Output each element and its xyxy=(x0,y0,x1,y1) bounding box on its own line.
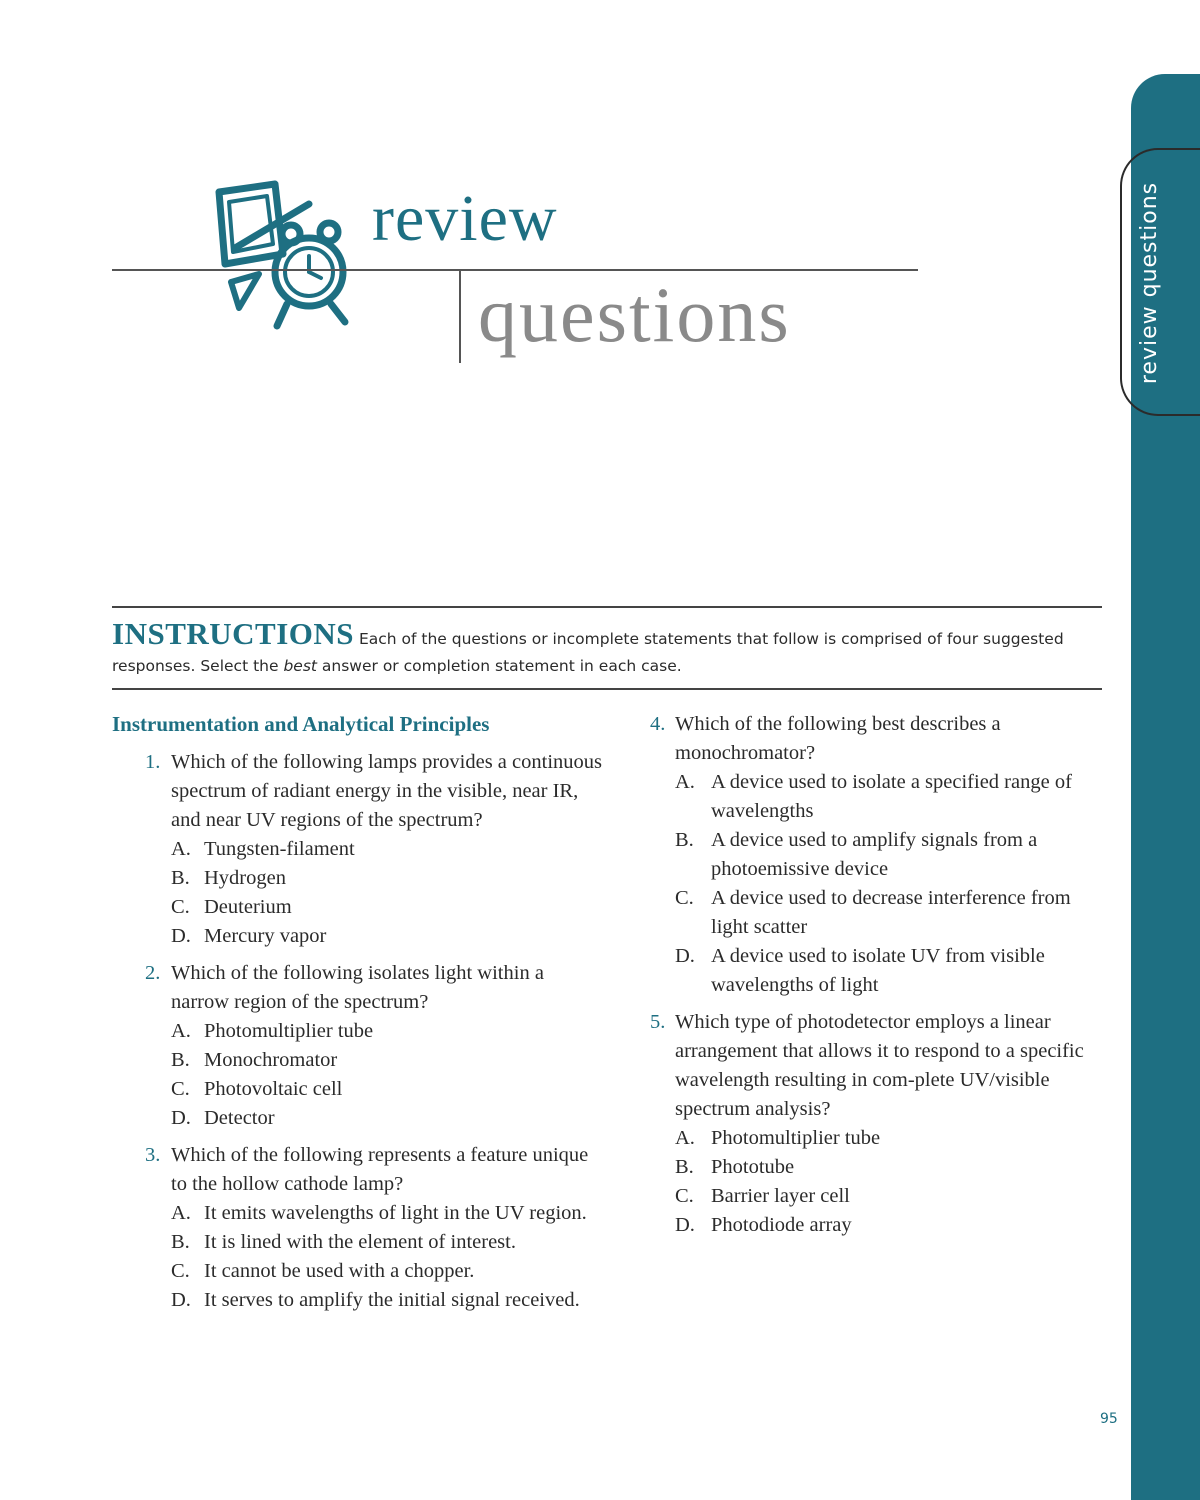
option-a xyxy=(171,1199,602,1228)
option-b xyxy=(675,1153,1105,1182)
option-letter: C. xyxy=(675,1185,694,1207)
option-text: Photodiode array xyxy=(711,1214,852,1236)
option-c xyxy=(675,1182,1105,1211)
option-letter: D. xyxy=(171,925,191,947)
option-text: Mercury vapor xyxy=(204,925,327,947)
question-3 xyxy=(112,1141,602,1315)
option-d xyxy=(171,1104,602,1133)
option-letter: C. xyxy=(171,896,190,918)
section-title: Instrumentation and Analytical Principles xyxy=(112,712,490,736)
instructions-block xyxy=(112,616,1102,680)
title-review: review xyxy=(372,182,558,255)
option-text: Detector xyxy=(204,1107,275,1129)
option-text: Phototube xyxy=(711,1156,795,1178)
side-tab-label: review questions xyxy=(1137,181,1162,385)
instructions-emphasis: best xyxy=(283,657,317,675)
option-b xyxy=(171,1228,602,1257)
option-c xyxy=(171,1257,602,1286)
option-text: Deuterium xyxy=(204,896,292,918)
right-column xyxy=(645,710,1105,1248)
instructions-heading: INSTRUCTIONS xyxy=(112,616,355,651)
option-letter: C. xyxy=(171,1260,190,1282)
option-b xyxy=(675,826,1105,884)
option-letter: C. xyxy=(675,887,694,909)
question-4 xyxy=(645,710,1105,1000)
option-letter: C. xyxy=(171,1078,190,1100)
question-number: 1. xyxy=(145,751,161,773)
option-letter: A. xyxy=(675,1127,695,1149)
option-a xyxy=(171,1017,602,1046)
option-text: Monochromator xyxy=(204,1049,338,1071)
question-text: Which of the following best describes a monochromator? xyxy=(675,713,1001,764)
option-text: Hydrogen xyxy=(204,867,286,889)
option-d xyxy=(171,1286,602,1315)
option-a xyxy=(171,835,602,864)
option-text: It emits wavelengths of light in the UV region. xyxy=(204,1202,587,1224)
option-letter: A. xyxy=(171,838,191,860)
instructions-text: Each of the questions or incomplete statements that follow is comprised of four suggested responses. Select the xyxy=(112,630,1064,675)
option-letter: D. xyxy=(675,945,695,967)
header-vertical-divider xyxy=(459,270,461,363)
left-column xyxy=(112,710,602,1323)
option-text: It is lined with the element of interest. xyxy=(204,1231,516,1253)
question-text: Which type of photodetector employs a linear arrangement that allows it to respond to a specific wavelength resulting in com-plete UV/visible spectrum analysis? xyxy=(675,1011,1084,1120)
option-b xyxy=(171,864,602,893)
question-text: Which of the following lamps provides a continuous spectrum of radiant energy in the visible, near IR, and near UV regions of the spectrum? xyxy=(171,751,602,831)
instructions-top-rule xyxy=(112,606,1102,608)
option-text: It cannot be used with a chopper. xyxy=(204,1260,475,1282)
instructions-bottom-rule xyxy=(112,688,1102,690)
option-text: A device used to isolate UV from visible wavelengths of light xyxy=(711,945,1045,996)
option-c xyxy=(171,893,602,922)
option-b xyxy=(171,1046,602,1075)
option-text: Photovoltaic cell xyxy=(204,1078,343,1100)
option-letter: B. xyxy=(171,1231,190,1253)
option-letter: B. xyxy=(675,1156,694,1178)
option-letter: B. xyxy=(171,867,190,889)
option-letter: B. xyxy=(675,829,694,851)
option-a xyxy=(675,1124,1105,1153)
option-a xyxy=(675,768,1105,826)
question-text: Which of the following isolates light within a narrow region of the spectrum? xyxy=(171,962,544,1013)
question-number: 3. xyxy=(145,1144,161,1166)
question-1 xyxy=(112,748,602,951)
option-c xyxy=(171,1075,602,1104)
option-text: A device used to isolate a specified range of wavelengths xyxy=(711,771,1072,822)
option-letter: D. xyxy=(171,1289,191,1311)
option-text: Photomultiplier tube xyxy=(204,1020,374,1042)
option-letter: D. xyxy=(675,1214,695,1236)
option-c xyxy=(675,884,1105,942)
option-letter: A. xyxy=(675,771,695,793)
option-text: A device used to decrease interference from light scatter xyxy=(711,887,1071,938)
question-5 xyxy=(645,1008,1105,1240)
page-number: 95 xyxy=(1100,1411,1118,1427)
option-text: It serves to amplify the initial signal received. xyxy=(204,1289,580,1311)
option-letter: B. xyxy=(171,1049,190,1071)
option-text: Tungsten-filament xyxy=(204,838,355,860)
question-2 xyxy=(112,959,602,1133)
option-d xyxy=(675,942,1105,1000)
option-letter: A. xyxy=(171,1202,191,1224)
question-number: 2. xyxy=(145,962,161,984)
option-letter: D. xyxy=(171,1107,191,1129)
title-questions: questions xyxy=(478,271,791,358)
option-letter: A. xyxy=(171,1020,191,1042)
instructions-text-end: answer or completion statement in each case. xyxy=(316,657,682,675)
question-number: 4. xyxy=(650,713,666,735)
clipboard-clock-icon xyxy=(205,178,377,336)
option-d xyxy=(675,1211,1105,1240)
question-number: 5. xyxy=(650,1011,666,1033)
option-text: A device used to amplify signals from a photoemissive device xyxy=(711,829,1038,880)
option-d xyxy=(171,922,602,951)
option-text: Barrier layer cell xyxy=(711,1185,850,1207)
question-text: Which of the following represents a feature unique to the hollow cathode lamp? xyxy=(171,1144,589,1195)
option-text: Photomultiplier tube xyxy=(711,1127,881,1149)
